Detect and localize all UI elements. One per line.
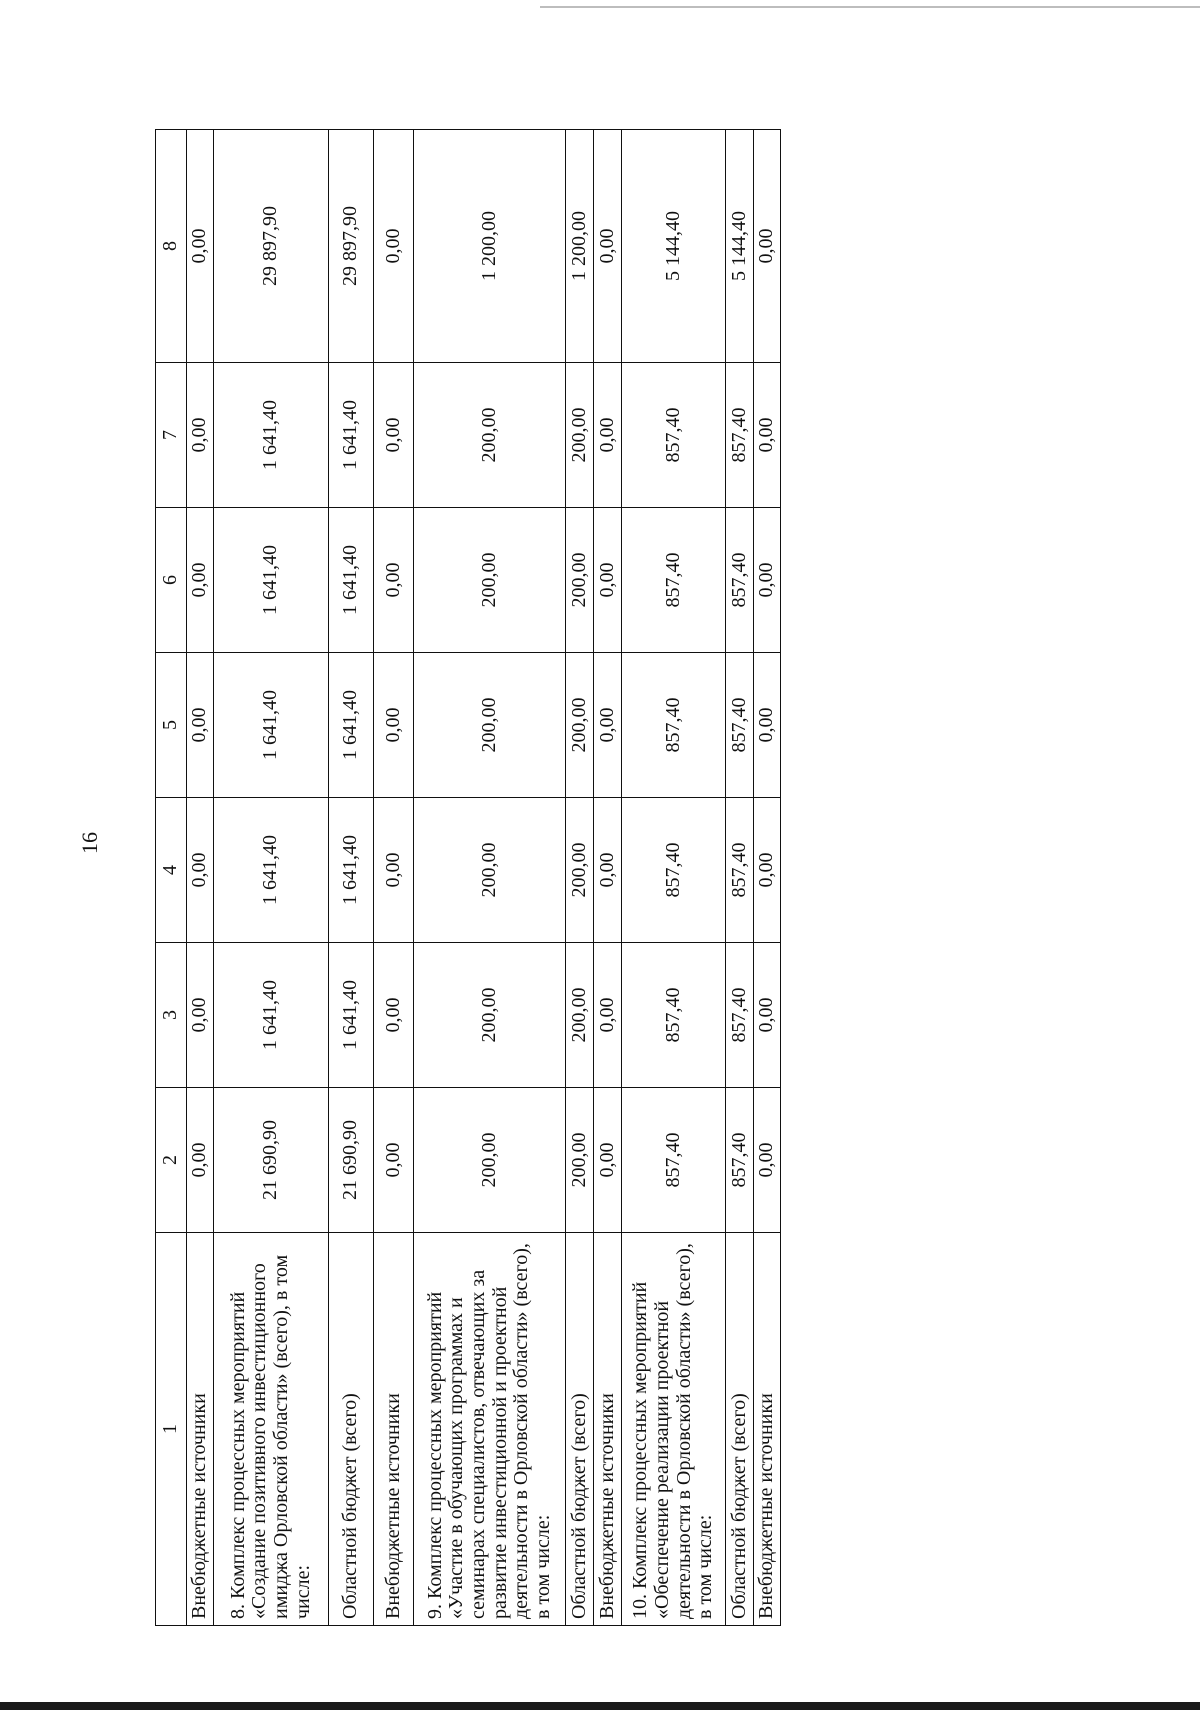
table-row [329, 130, 374, 1626]
value-cell: 857,40 [726, 653, 754, 798]
value-cell: 0,00 [594, 363, 622, 508]
column-header: 6 [156, 508, 187, 653]
row-label: Внебюджетные источники [754, 1233, 781, 1626]
value-cell: 200,00 [414, 653, 566, 798]
row-label: 10. Комплекс процессных мероприятий «Обеспечение реализации проектной деятельности в Орловской области» (всего), в том числе: [622, 1233, 726, 1626]
column-header: 7 [156, 363, 187, 508]
value-cell: 200,00 [566, 1088, 594, 1233]
value-cell: 0,00 [754, 130, 781, 363]
value-cell: 0,00 [754, 508, 781, 653]
value-cell: 0,00 [594, 653, 622, 798]
value-cell: 0,00 [374, 653, 414, 798]
rotated-table-container [155, 130, 778, 1626]
value-cell: 0,00 [374, 363, 414, 508]
value-cell: 0,00 [594, 798, 622, 943]
table-row [566, 130, 594, 1626]
value-cell: 5 144,40 [622, 130, 726, 363]
value-cell: 857,40 [726, 1088, 754, 1233]
table-row [726, 130, 754, 1626]
table-header-row [156, 130, 187, 1626]
value-cell: 21 690,90 [214, 1088, 329, 1233]
table-row [414, 130, 566, 1626]
value-cell: 857,40 [622, 508, 726, 653]
value-cell: 200,00 [414, 943, 566, 1088]
row-label: 8. Комплекс процессных мероприятий «Создание позитивного инвестиционного имиджа Орловской области» (всего), в том числе: [214, 1233, 329, 1626]
value-cell: 200,00 [414, 363, 566, 508]
row-label: Областной бюджет (всего) [566, 1233, 594, 1626]
budget-table [155, 129, 781, 1626]
value-cell: 1 641,40 [329, 943, 374, 1088]
row-label: Внебюджетные источники [374, 1233, 414, 1626]
value-cell: 857,40 [622, 1088, 726, 1233]
value-cell: 0,00 [187, 363, 214, 508]
value-cell: 200,00 [414, 1088, 566, 1233]
value-cell: 0,00 [594, 130, 622, 363]
value-cell: 200,00 [414, 798, 566, 943]
value-cell: 0,00 [594, 1088, 622, 1233]
value-cell: 1 641,40 [329, 508, 374, 653]
table-row [214, 130, 329, 1626]
scan-artifact-bar [0, 1702, 1200, 1710]
value-cell: 0,00 [374, 508, 414, 653]
value-cell: 0,00 [187, 130, 214, 363]
row-label: Областной бюджет (всего) [726, 1233, 754, 1626]
value-cell: 200,00 [566, 363, 594, 508]
column-header: 4 [156, 798, 187, 943]
column-header: 3 [156, 943, 187, 1088]
row-label: Внебюджетные источники [187, 1233, 214, 1626]
value-cell: 0,00 [374, 1088, 414, 1233]
value-cell: 200,00 [566, 653, 594, 798]
value-cell: 0,00 [374, 130, 414, 363]
row-label: Внебюджетные источники [594, 1233, 622, 1626]
value-cell: 1 200,00 [414, 130, 566, 363]
value-cell: 200,00 [566, 508, 594, 653]
value-cell: 857,40 [726, 363, 754, 508]
value-cell: 0,00 [187, 653, 214, 798]
value-cell: 1 641,40 [214, 653, 329, 798]
value-cell: 857,40 [622, 943, 726, 1088]
column-header: 5 [156, 653, 187, 798]
value-cell: 200,00 [566, 943, 594, 1088]
table-row [622, 130, 726, 1626]
value-cell: 0,00 [374, 798, 414, 943]
value-cell: 1 641,40 [214, 943, 329, 1088]
row-label: Областной бюджет (всего) [329, 1233, 374, 1626]
value-cell: 1 641,40 [214, 363, 329, 508]
value-cell: 0,00 [187, 508, 214, 653]
scan-artifact-line [540, 6, 1200, 8]
value-cell: 200,00 [566, 798, 594, 943]
value-cell: 857,40 [622, 653, 726, 798]
value-cell: 857,40 [622, 363, 726, 508]
value-cell: 200,00 [414, 508, 566, 653]
value-cell: 857,40 [622, 798, 726, 943]
value-cell: 0,00 [754, 798, 781, 943]
column-header: 2 [156, 1088, 187, 1233]
value-cell: 0,00 [187, 798, 214, 943]
value-cell: 1 641,40 [329, 653, 374, 798]
value-cell: 0,00 [594, 943, 622, 1088]
value-cell: 21 690,90 [329, 1088, 374, 1233]
value-cell: 5 144,40 [726, 130, 754, 363]
value-cell: 0,00 [374, 943, 414, 1088]
column-header: 8 [156, 130, 187, 363]
table-row [187, 130, 214, 1626]
value-cell: 0,00 [187, 943, 214, 1088]
value-cell: 857,40 [726, 798, 754, 943]
row-label: 9. Комплекс процессных мероприятий «Участие в обучающих программах и семинарах специалистов, отвечающих за развитие инвестиционной и проектной деятельности в Орловской области» (всего), в том числе: [414, 1233, 566, 1626]
value-cell: 0,00 [754, 1088, 781, 1233]
column-header: 1 [156, 1233, 187, 1626]
value-cell: 0,00 [187, 1088, 214, 1233]
value-cell: 1 641,40 [329, 363, 374, 508]
value-cell: 29 897,90 [214, 130, 329, 363]
table-row [594, 130, 622, 1626]
value-cell: 0,00 [754, 943, 781, 1088]
value-cell: 857,40 [726, 943, 754, 1088]
page-number: 16 [77, 832, 102, 854]
value-cell: 1 641,40 [214, 798, 329, 943]
table-row [754, 130, 781, 1626]
table-row [374, 130, 414, 1626]
value-cell: 0,00 [754, 363, 781, 508]
value-cell: 29 897,90 [329, 130, 374, 363]
value-cell: 0,00 [594, 508, 622, 653]
value-cell: 857,40 [726, 508, 754, 653]
value-cell: 1 641,40 [214, 508, 329, 653]
value-cell: 1 200,00 [566, 130, 594, 363]
value-cell: 0,00 [754, 653, 781, 798]
value-cell: 1 641,40 [329, 798, 374, 943]
